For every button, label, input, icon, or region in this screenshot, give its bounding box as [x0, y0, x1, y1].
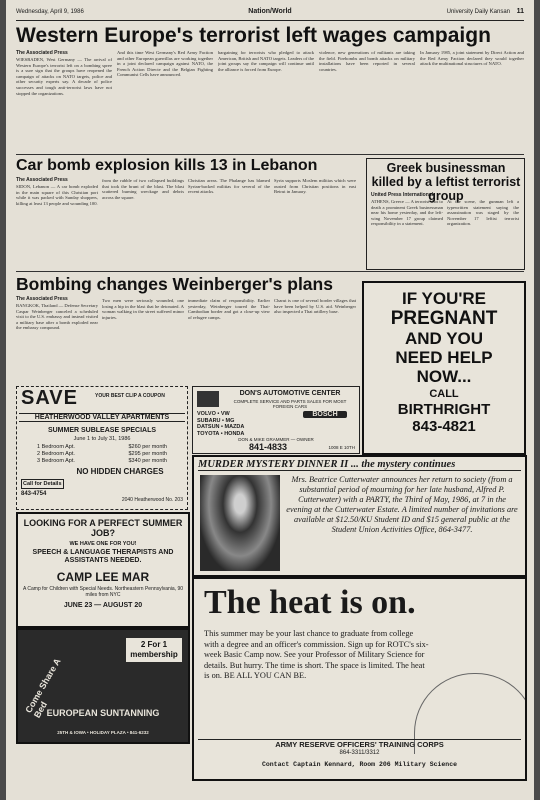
- auto-phone: 841-4833: [249, 442, 288, 452]
- birthright-call: CALL: [429, 388, 459, 400]
- terrorism-col-1: WIESBADEN, West Germany — The arrival of Western Europe's terrorist left on a bombing spree is a sure sign that the groups have reopened the campaign of attacks on NATO targets, police and other security experts say. A decade of police successes and tough anti-terrorist laws have not stopped the organizations.: [16, 57, 112, 96]
- birthright-org: BIRTHRIGHT: [397, 401, 491, 418]
- carbomb-col-2: from the rubble of two collapsed buildings that took the brunt of the blast. The blast scattered burning wreckage and debris across the square.: [102, 178, 184, 200]
- carbomb-col-1: SIDON, Lebanon — A car bomb exploded in the main square of this Christian port while it was packed with Sunday shoppers, killing at least 13 people and wounding 100.: [16, 184, 98, 206]
- army-headline: The heat is on.: [204, 584, 416, 621]
- murder-body: Mrs. Beatrice Cutterwater announces her return to society (from a substantial period of mourning for her late husband, Alfred P. Cutterwater) with a PARTY, the Third of May, 1986, at 7 in the evening at the Cutterwater Estate. A limited number of invitations are available at $12.50/KU Student ID and $15 general public at the Student Union Activities Office, 864-3477.: [286, 475, 518, 534]
- army-phone: 864-3311/3312: [339, 750, 380, 756]
- greek-col-1: ATHENS, Greece — A terrorist shot to death a prominent Greek businessman near his home yesterday, and the left-wing November 17 group claimed responsibility in a statement.: [371, 199, 443, 227]
- heatherwood-address: 2040 Heatherwood No. 203: [121, 497, 183, 503]
- price-row: 1 Bedroom Apt. $260 per month: [37, 444, 167, 450]
- header-page-number: 11: [516, 8, 524, 15]
- camp-lee-mar-ad: [16, 512, 190, 628]
- birthright-line-2: PREGNANT: [390, 308, 498, 329]
- birthright-ad: [362, 281, 526, 455]
- auto-brand-logo: BOSCH: [303, 411, 347, 418]
- price-row: 3 Bedroom Apt. $340 per month: [37, 458, 167, 464]
- army-org: ARMY RESERVE OFFICERS' TRAINING CORPS: [198, 739, 521, 749]
- dons-auto-ad: [192, 386, 360, 454]
- terrorism-byline: The Associated Press: [16, 50, 68, 56]
- birthright-line-3: AND YOU: [404, 329, 484, 348]
- heatherwood-save: SAVE: [21, 387, 78, 409]
- weinberger-col-2: Two men were seriously wounded, one losing a hip in the blast that he detonated. A woman walking in the street suffered minor injuries.: [102, 298, 184, 320]
- auto-tag: COMPLETE SERVICE AND PARTS SALES FOR MOST FOREIGN CARS: [233, 399, 347, 409]
- carbomb-headline: Car bomb explosion kills 13 in Lebanon: [16, 157, 318, 174]
- auto-makes-list: VOLVO • VW SUBARU • MG DATSUN • MAZDA TOYOTA • HONDA: [197, 411, 245, 437]
- greek-col-2: At the scene, the gunman left a typewritten statement saying the assassination was staged by the November 17 leftist terrorist organization.: [447, 199, 519, 227]
- sunning-name: EUROPEAN SUNTANNING: [46, 708, 160, 718]
- weinberger-headline: Bombing changes Weinberger's plans: [16, 274, 333, 294]
- heatherwood-name: HEATHERWOOD VALLEY APARTMENTS: [19, 413, 185, 422]
- carbomb-byline: The Associated Press: [16, 177, 68, 183]
- birthright-line-4: NEED HELP: [395, 348, 493, 367]
- camp-desc: A Camp for Children with Special Needs. Northeastern Pennsylvania, 90 miles from NYC: [22, 586, 184, 598]
- auto-address: 1008 E 10TH: [328, 445, 355, 450]
- heatherwood-price-list: [37, 444, 167, 465]
- murder-mystery-ad: [192, 455, 527, 577]
- weinberger-byline: The Associated Press: [16, 296, 68, 302]
- murder-title: MURDER MYSTERY DINNER II ... the mystery continues: [198, 459, 521, 471]
- heatherwood-dates: June 1 to July 31, 1986: [73, 436, 131, 442]
- terrorism-col-5: In January 1985, a joint statement by Direct Action and the Red Army Faction declared they would together attack the multinational structures of NATO.: [420, 50, 524, 67]
- camp-line-2: SPEECH & LANGUAGE THERAPISTS AND ASSISTANTS NEEDED.: [32, 549, 174, 564]
- carbomb-col-4: Syria supports Moslem militias which were ousted from Christian positions in east Beirut in January.: [274, 178, 356, 195]
- header-date: Wednesday, April 9, 1986: [16, 9, 84, 15]
- birthright-line-1: IF YOU'RE: [401, 289, 487, 308]
- party-guest-illustration: [200, 475, 280, 571]
- heatherwood-call: Call for Details: [23, 481, 62, 487]
- sunning-come: Come Share A Bed: [23, 656, 63, 720]
- carbomb-col-3: Christian areas. The Phalange has blamed Syrian-backed militias for several of the recent attacks.: [188, 178, 270, 195]
- birthright-phone: 843-4821: [412, 418, 476, 435]
- heatherwood-nocharge: NO HIDDEN CHARGES: [76, 467, 164, 476]
- weinberger-col-4: Charut is one of several border villages that have been helped by U.S. aid. Weinberger also inspected a Thai artillery base.: [274, 298, 356, 315]
- price-row: 2 Bedroom Apt. $295 per month: [37, 451, 167, 457]
- weinberger-col-1: BANGKOK, Thailand — Defense Secretary Caspar Weinberger canceled a scheduled visit to the U.S. embassy and instead visited a military base after a bomb exploded near the embassy compound.: [16, 303, 98, 331]
- header-section: Nation/World: [248, 8, 292, 15]
- greek-headline: Greek businessman killed by a leftist terrorist group: [371, 161, 521, 203]
- camp-title: LOOKING FOR A PERFECT SUMMER JOB?: [23, 518, 183, 538]
- terrorism-headline: Western Europe's terrorist left wages campaign: [16, 24, 491, 47]
- camp-line-1: WE HAVE ONE FOR YOU!: [69, 541, 137, 547]
- heatherwood-clip: YOUR BEST CLIP A COUPON: [95, 393, 165, 399]
- sunning-address: 25TH & IOWA • HOLIDAY PLAZA • 841-6232: [57, 730, 149, 735]
- auto-owner: DON & MIKE GRAMMER — OWNER: [238, 437, 314, 442]
- birthright-line-5: NOW...: [416, 367, 472, 386]
- greek-byline: United Press International: [371, 192, 433, 198]
- section-divider: [16, 154, 524, 155]
- section-divider: [16, 271, 524, 272]
- camp-name: CAMP LEE MAR: [56, 570, 150, 584]
- army-contact: Contact Captain Kennard, Room 206 Military Science: [261, 761, 458, 768]
- terrorism-col-2: And this time West Germany's Red Army Faction and other European guerrillas are working together in a joint declared campaign against NATO, the French Action Directe and the Belgian Fighting Communist Cells have announced.: [117, 50, 213, 78]
- army-body: This summer may be your last chance to graduate from college with a degree and an officer's commission. Sign up for ROTC's six-week Basic Camp now. See your Professor of Military Science for details. But hurry. The time is short. The space is limited. The heat is on. BE ALL YOU CAN BE.: [204, 629, 429, 680]
- terrorism-col-4: violence, new generations of militants are taking the field. Firebombs and bomb attacks on military installations have been reported in several countries.: [319, 50, 415, 72]
- sunning-deal: 2 For 1 membership: [126, 638, 182, 662]
- newspaper-page: [6, 0, 534, 800]
- heatherwood-phone: 843-4754: [21, 491, 47, 497]
- weinberger-col-3: immediate claim of responsibility. Earlier yesterday, Weinberger toured the Thai-Cambodian border and got a close-up view of refugee camps.: [188, 298, 270, 320]
- auto-car-icon: [197, 391, 219, 407]
- page-header: [16, 6, 524, 21]
- heatherwood-summer: SUMMER SUBLEASE SPECIALS: [47, 427, 157, 434]
- heatherwood-ad: [16, 386, 188, 510]
- army-rotc-ad: [192, 577, 527, 781]
- auto-name: DON'S AUTOMOTIVE CENTER: [239, 390, 341, 397]
- camp-dates: JUNE 23 — AUGUST 20: [63, 602, 143, 609]
- european-suntanning-ad: [16, 628, 190, 744]
- header-paper: University Daily Kansan: [446, 9, 510, 15]
- terrorism-col-3: bargaining for terrorists who pledged to attack American, British and NATO targets. Leaders of the joint groups say the campaign will continue until the alliance is forced from Europe.: [218, 50, 314, 72]
- greek-story-box: [366, 158, 525, 270]
